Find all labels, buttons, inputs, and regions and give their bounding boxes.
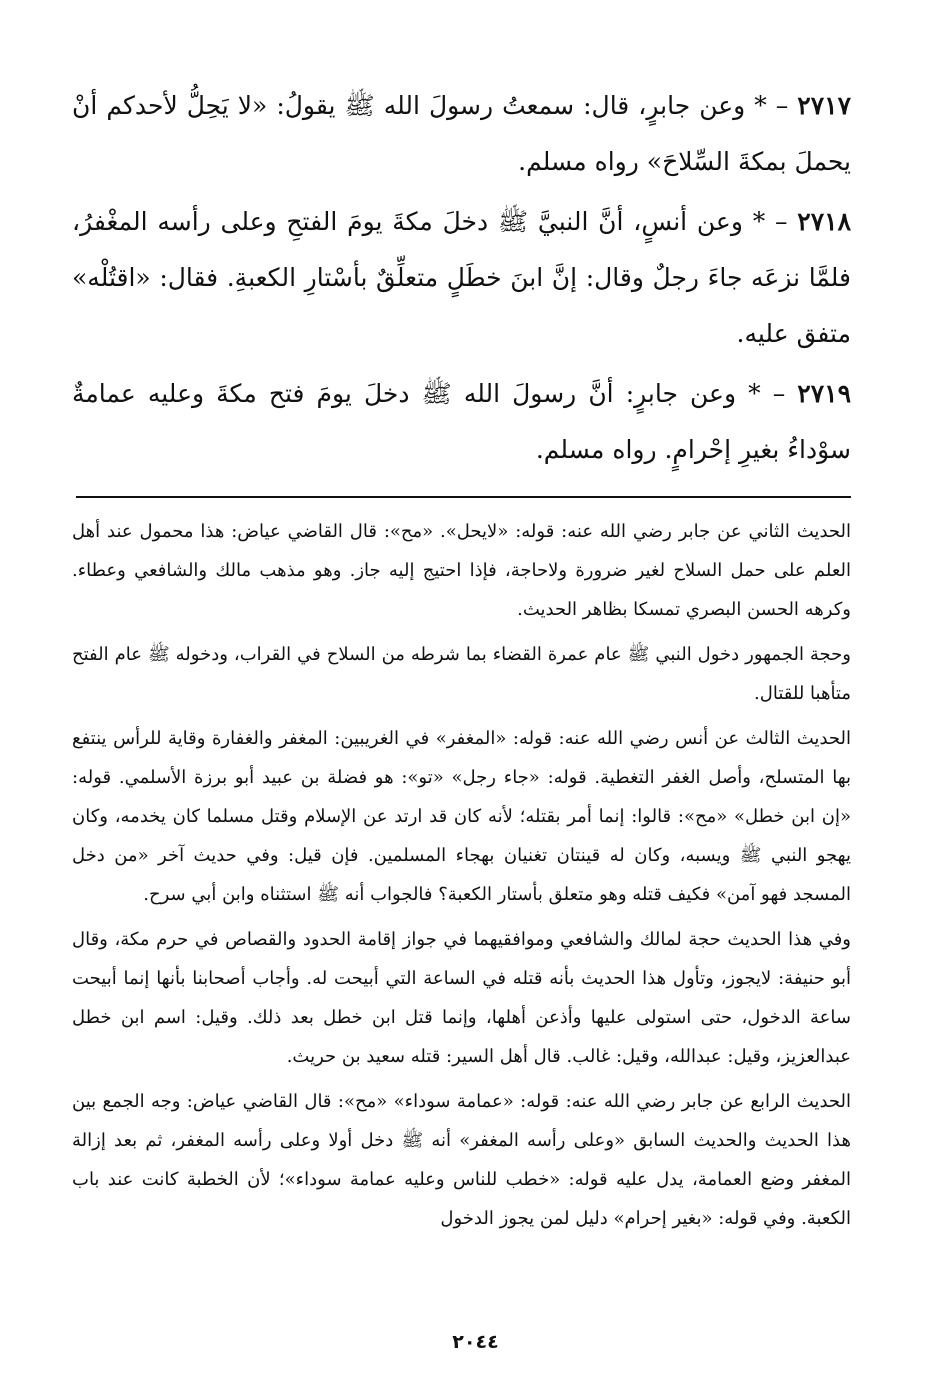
footnote-divider [76, 496, 851, 498]
hadith-text: – * وعن أنسٍ، أنَّ النبيَّ ﷺ دخلَ مكةَ يومَ الفتحِ وعلى رأسه المغْفرُ، فلمَّا نزعَه جاءَ رجلٌ وقال: إنَّ ابنَ خطَلٍ متعلِّقٌ بأسْتارِ الكعبةِ. فقال: «اقتُلْه» متفق عليه. [72, 207, 851, 348]
hadith-2719 [72, 366, 851, 478]
hadith-2717 [72, 78, 851, 190]
hadith-text: – * وعن جابرٍ: أنَّ رسولَ الله ﷺ دخلَ يومَ فتح مكةَ وعليه عمامةٌ سوْداءُ بغيرِ إحْرامٍ. رواه مسلم. [72, 379, 851, 464]
hadith-number: ٢٧١٩ [797, 379, 851, 408]
hadith-2718 [72, 194, 851, 362]
commentary-paragraph: الحديث الثاني عن جابر رضي الله عنه: قوله: «لايحل». «مح»: قال القاضي عياض: هذا محمول عند أهل العلم على حمل السلاح لغير ضرورة ولاحاجة، فإذا احتيج إليه جاز. وهو مذهب مالك والشافعي وعطاء. وكرهه الحسن البصري تمسكا بظاهر الحديث. [72, 521, 851, 620]
commentary-paragraph: الحديث الثالث عن أنس رضي الله عنه: قوله: «المغفر» في الغريبين: المغفر والغفارة وقاية للرأس ينتفع بها المتسلح، وأصل الغفر التغطية. قوله: «جاء رجل» «تو»: هو فضلة بن عبيد أبو برزة الأسلمي. قوله: «إن ابن خطل» «مح»: قالوا: إنما أمر بقتله؛ لأنه كان قد ارتد عن الإسلام وقتل مسلما كان يخدمه، وكان يهجو النبي ﷺ ويسبه، وكان له قينتان تغنيان بهجاء المسلمين. فإن قيل: وفي حديث آخر «من دخل المسجد فهو آمن» فكيف قتله وهو متعلق بأستار الكعبة؟ فالجواب أنه ﷺ استثناه وابن أبي سرح. [72, 728, 851, 905]
hadith-text: – * وعن جابرٍ، قال: سمعتُ رسولَ الله ﷺ يقولُ: «لا يَحِلُّ لأحدكم أنْ يحملَ بمكةَ السِّلاحَ» رواه مسلم. [72, 91, 851, 176]
commentary-paragraph: الحديث الرابع عن جابر رضي الله عنه: قوله: «عمامة سوداء» «مح»: قال القاضي عياض: وجه الجمع بين هذا الحديث والحديث السابق «وعلى رأسه المغفر» أنه ﷺ دخل أولا وعلى رأسه المغفر، ثم بعد إزالة المغفر وضع العمامة، يدل عليه قوله: «خطب للناس وعليه عمامة سوداء»؛ لأن الخطبة كانت عند باب الكعبة. وفي قوله: «بغير إحرام» دليل لمن يجوز الدخول [72, 1091, 851, 1229]
commentary-paragraph: وفي هذا الحديث حجة لمالك والشافعي وموافقيهما في جواز إقامة الحدود والقصاص في حرم مكة، وقال أبو حنيفة: لايجوز، وتأول هذا الحديث بأنه قتله في الساعة التي أبيحت له. وأجاب أصحابنا بأنها إنما أبيحت ساعة الدخول، حتى استولى عليها وأذعن أهلها، وإنما قتل ابن خطل بعد ذلك. وقيل: اسم ابن خطل عبدالعزيز، وقيل: عبدالله، وقيل: غالب. قال أهل السير: قتله سعيد بن حريث. [72, 929, 851, 1067]
hadith-number: ٢٧١٨ [797, 207, 852, 236]
hadith-number: ٢٧١٧ [797, 91, 852, 120]
page-number: ٢٠٤٤ [452, 1331, 499, 1353]
commentary-paragraph: وحجة الجمهور دخول النبي ﷺ عام عمرة القضاء بما شرطه من السلاح في القراب، ودخوله ﷺ عام الفتح متأهبا للقتال. [72, 644, 852, 704]
